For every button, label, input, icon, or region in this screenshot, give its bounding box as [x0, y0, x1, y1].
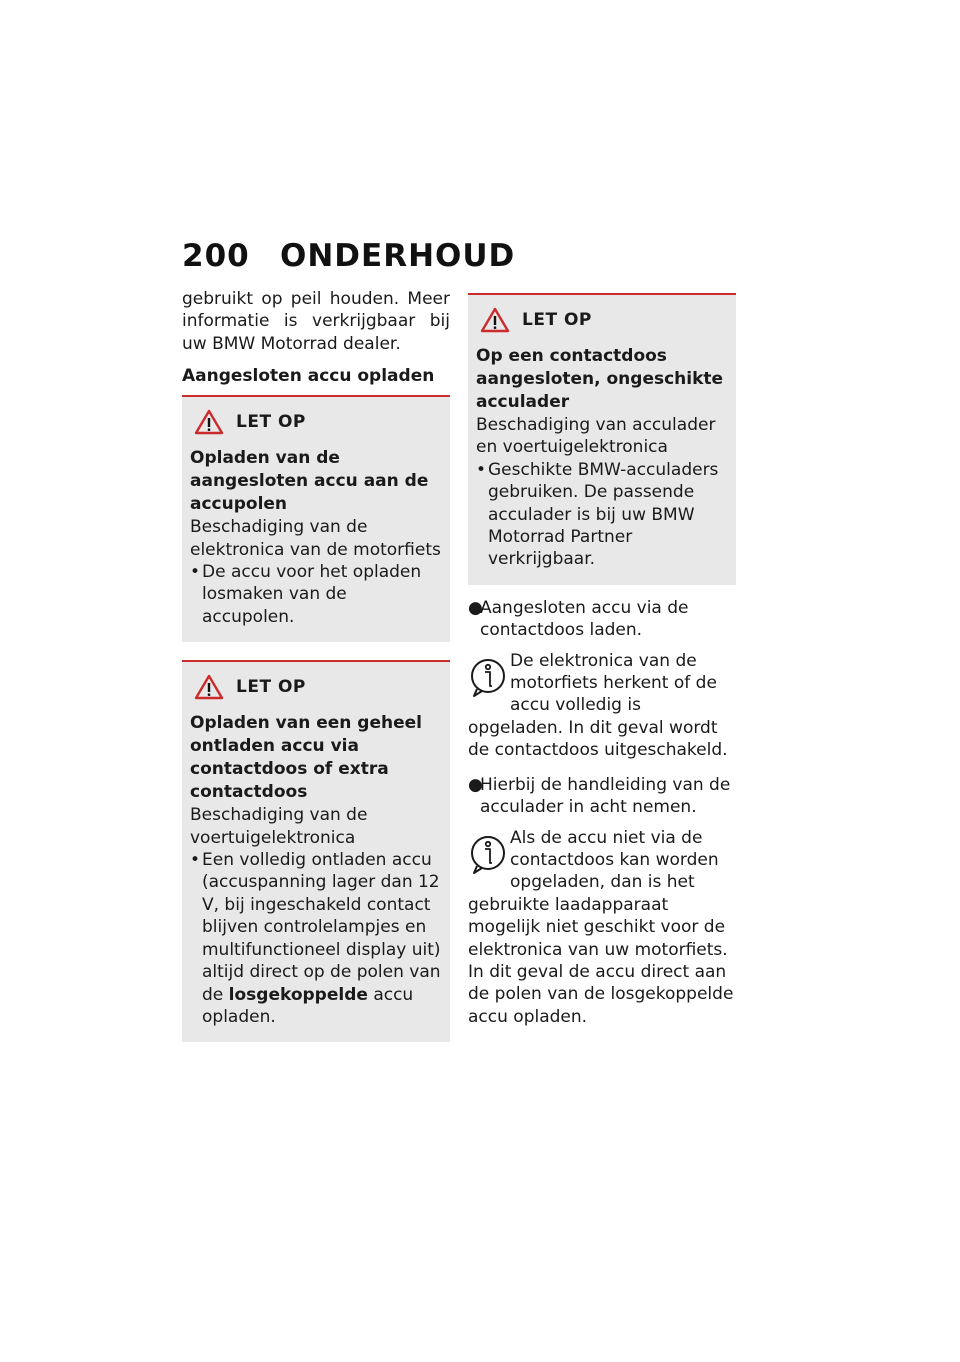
warning-bullet: • Geschikte BMW-acculaders gebruiken. De passende acculader is bij uw BMW Motorrad Partner verkrijgbaar. [476, 459, 719, 570]
warning-text: Beschadiging van de elektronica van de motorfiets [190, 517, 441, 560]
emphasis-text: losgekoppelde [228, 984, 368, 1005]
page-number: 200 [182, 238, 250, 274]
warning-triangle-icon [194, 409, 224, 435]
warning-box-2 [182, 660, 450, 1042]
left-column [182, 288, 450, 1060]
warning-triangle-icon [480, 307, 510, 333]
section-heading: Aangesloten accu opladen [182, 366, 435, 387]
warning-text: Beschadiging van de voertuigelektronica [190, 805, 368, 848]
step-item: ● Aangesloten accu via de contactdoos laden. [468, 597, 689, 641]
step-item: ● Hierbij de handleiding van de acculader in acht nemen. [468, 774, 731, 818]
warning-title: Op een contactdoos aangesloten, ongeschikte acculader [476, 346, 724, 412]
warning-label: LET OP [236, 677, 306, 698]
warning-box-3 [468, 293, 736, 585]
warning-bullet: • De accu voor het opladen losmaken van de accupolen. [190, 562, 422, 627]
info-note: De elektronica van de motorfiets herkent of de accu volledig is opgeladen. In dit geval wordt de contactdoos uitgeschakeld. [468, 650, 728, 761]
warning-header [476, 307, 728, 333]
info-icon [468, 656, 510, 700]
warning-bullet: • Een volledig ontladen accu (accuspanning lager dan 12 V, bij ingeschakeld contact blijven controlelampjes en multifunctioneel display uit) altijd direct op de polen van de losgekoppelde accu opladen. [190, 850, 441, 1027]
warning-header [190, 674, 442, 700]
warning-header [190, 409, 442, 435]
warning-box-1 [182, 395, 450, 642]
warning-title: Opladen van de aangesloten accu aan de accupolen [190, 448, 429, 515]
intro-paragraph: gebruikt op peil houden. Meer informatie is verkrijgbaar bij uw BMW Motorrad dealer. [182, 289, 450, 354]
warning-title: Opladen van een geheel ontladen accu via contactdoos of extra contactdoos [190, 713, 422, 803]
info-note: Als de accu niet via de contactdoos kan worden opgeladen, dan is het gebruikte laadapparaat mogelijk niet geschikt voor de elektronica van uw motorfiets. In dit geval de accu direct aan de polen van de losgekoppelde accu opladen. [468, 827, 734, 1027]
info-icon [468, 833, 510, 877]
page-title: ONDERHOUD [280, 238, 516, 274]
warning-label: LET OP [236, 412, 306, 433]
right-column [468, 293, 736, 1040]
warning-text: Beschadiging van acculader en voertuigelektronica [476, 415, 716, 458]
page-header [182, 238, 515, 274]
warning-label: LET OP [522, 310, 592, 330]
warning-triangle-icon [194, 674, 224, 700]
